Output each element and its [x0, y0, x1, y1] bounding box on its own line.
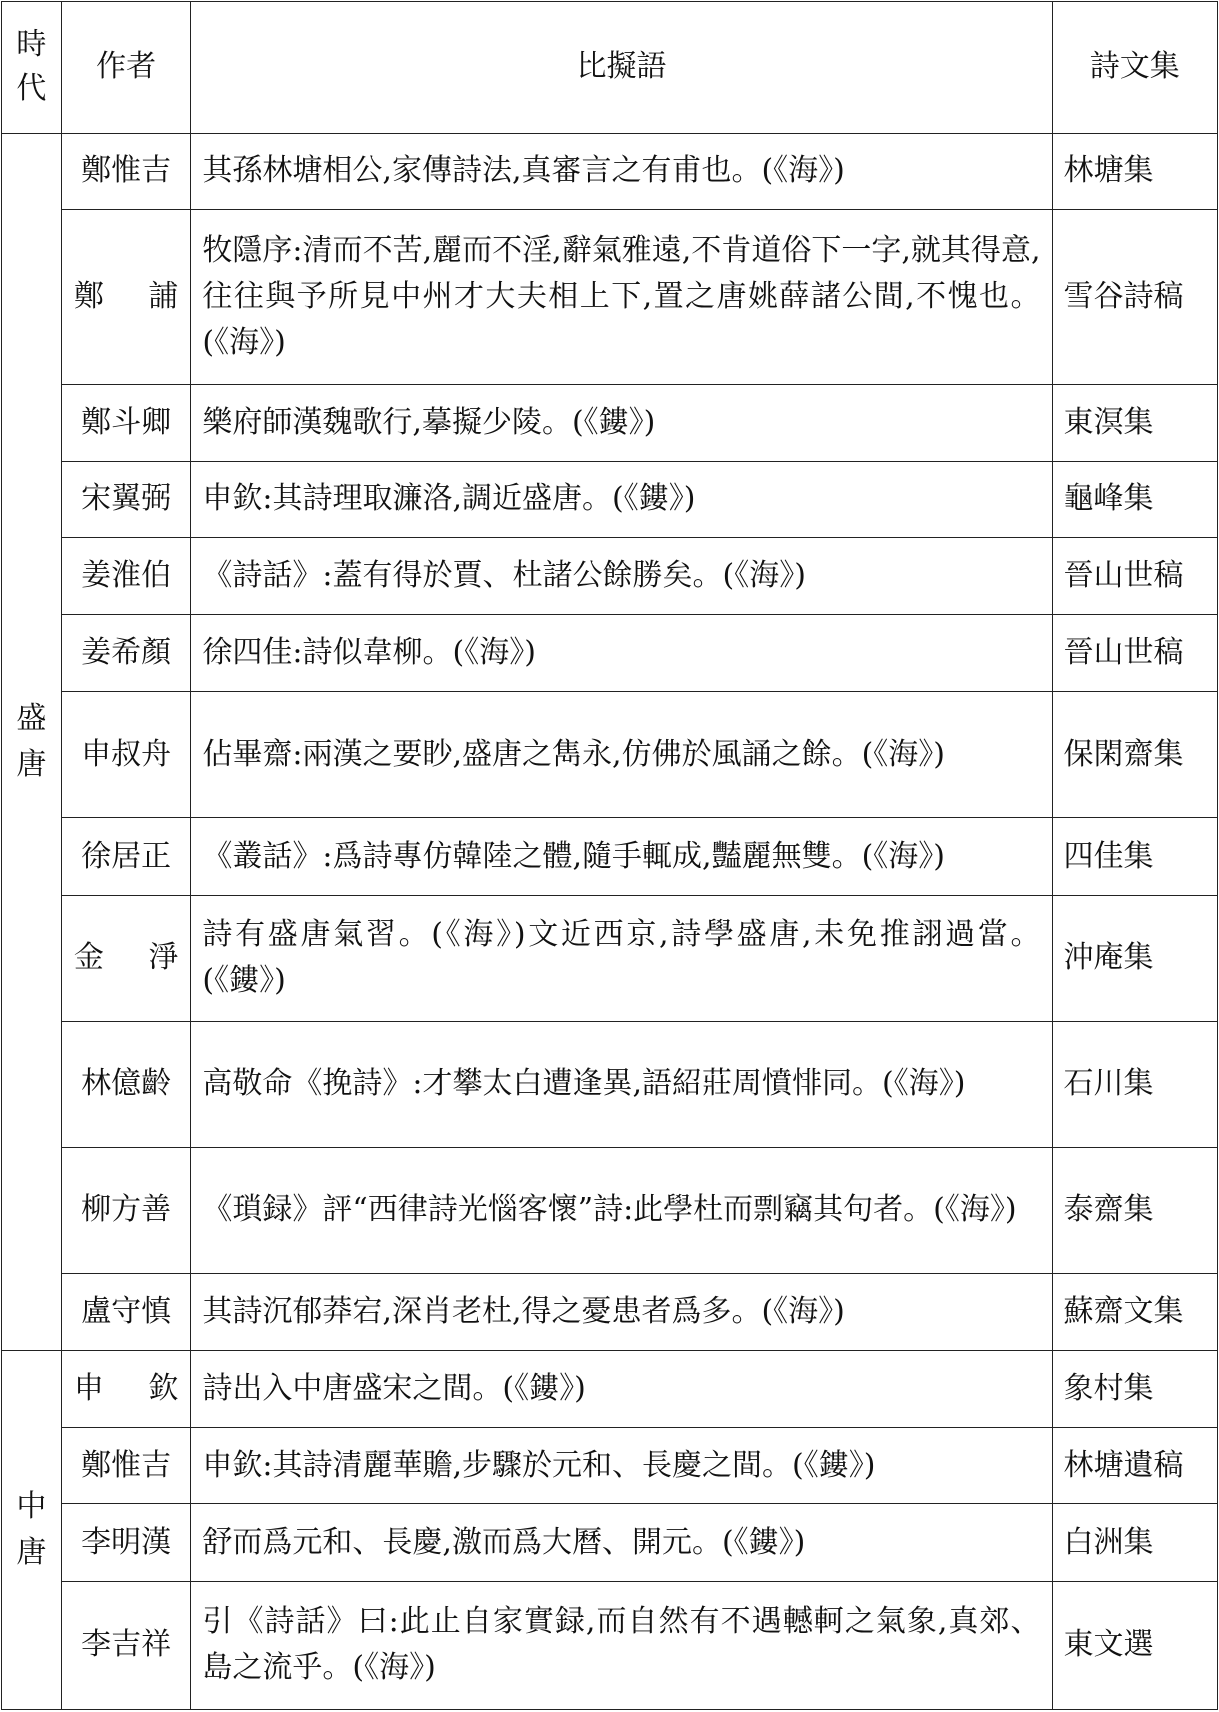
collection-cell: 白洲集 [1052, 1504, 1218, 1581]
table-row [2, 209, 1218, 384]
table-row [2, 384, 1218, 461]
collection-cell: 蘇齋文集 [1052, 1273, 1218, 1350]
era-char: 中 [16, 1489, 47, 1525]
header-comment: 比擬語 [191, 2, 1052, 134]
table-row [2, 895, 1218, 1021]
collection-cell: 東溟集 [1052, 384, 1218, 461]
header-period-char: 時 [16, 27, 47, 63]
author-cell: 柳方善 [61, 1147, 191, 1273]
comment-cell: 舒而爲元和、長慶,激而爲大曆、開元。(《鏤》) [191, 1504, 1052, 1581]
comment-cell: 高敬命《挽詩》:才攀太白遭逢異,語紹莊周憤悱同。(《海》) [191, 1021, 1052, 1147]
comment-cell: 樂府師漢魏歌行,摹擬少陵。(《鏤》) [191, 384, 1052, 461]
comparison-table [1, 1, 1218, 1710]
collection-cell: 保閑齋集 [1052, 692, 1218, 818]
author-cell: 盧守慎 [61, 1273, 191, 1350]
table-row [2, 818, 1218, 895]
era-char: 唐 [16, 746, 47, 782]
collection-cell: 沖庵集 [1052, 895, 1218, 1021]
comment-cell: 牧隱序:清而不苦,麗而不淫,辭氣雅遠,不肯道俗下一字,就其得意,往往與予所見中州才大夫相上下,置之唐姚薛諸公間,不愧也。(《海》) [191, 209, 1052, 384]
table-row [2, 615, 1218, 692]
collection-cell: 東文選 [1052, 1581, 1218, 1709]
collection-cell: 龜峰集 [1052, 461, 1218, 537]
author-cell: 李明漢 [61, 1504, 191, 1581]
era-char: 唐 [16, 1535, 47, 1571]
comment-cell: 詩出入中唐盛宋之間。(《鏤》) [191, 1351, 1052, 1428]
header-collection: 詩文集 [1052, 2, 1218, 134]
table-row [2, 1581, 1218, 1709]
era-char: 盛 [16, 700, 47, 736]
author-cell: 姜希顏 [61, 615, 191, 692]
author-cell: 姜淮伯 [61, 537, 191, 614]
author-cell: 申叔舟 [61, 692, 191, 818]
table-row [2, 692, 1218, 818]
comment-cell: 引《詩話》曰:此止自家實録,而自然有不遇轗軻之氣象,真郊、島之流乎。(《海》) [191, 1581, 1052, 1709]
header-author: 作者 [61, 2, 191, 134]
author-cell: 李吉祥 [61, 1581, 191, 1709]
author-cell: 林億齡 [61, 1021, 191, 1147]
comment-cell: 《叢話》:爲詩專仿韓陸之體,隨手輒成,豔麗無雙。(《海》) [191, 818, 1052, 895]
collection-cell: 林塘集 [1052, 133, 1218, 209]
collection-cell: 晉山世稿 [1052, 615, 1218, 692]
table-row [2, 1147, 1218, 1273]
author-cell: 金 淨 [61, 895, 191, 1021]
era-cell [2, 133, 62, 1351]
comment-cell: 《詩話》:蓋有得於賈、杜諸公餘勝矣。(《海》) [191, 537, 1052, 614]
collection-cell: 泰齋集 [1052, 1147, 1218, 1273]
author-cell: 鄭斗卿 [61, 384, 191, 461]
era-cell [2, 1351, 62, 1710]
table-row [2, 1428, 1218, 1504]
header-period [2, 2, 62, 134]
comment-cell: 《瑣録》評“西律詩光惱客懷”詩:此學杜而剽竊其句者。(《海》) [191, 1147, 1052, 1273]
author-cell: 徐居正 [61, 818, 191, 895]
comment-cell: 其詩沉郁莽宕,深肖老杜,得之憂患者爲多。(《海》) [191, 1273, 1052, 1350]
table-row [2, 1021, 1218, 1147]
collection-cell: 雪谷詩稿 [1052, 209, 1218, 384]
table-row [2, 1273, 1218, 1350]
header-row [2, 2, 1218, 134]
table-row [2, 537, 1218, 614]
comment-cell: 申欽:其詩清麗華贍,步驟於元和、長慶之間。(《鏤》) [191, 1428, 1052, 1504]
table-row [2, 133, 1218, 209]
collection-cell: 四佳集 [1052, 818, 1218, 895]
author-cell: 鄭惟吉 [61, 133, 191, 209]
comment-cell: 佔畢齋:兩漢之要眇,盛唐之雋永,仿佛於風誦之餘。(《海》) [191, 692, 1052, 818]
header-period-char: 代 [16, 71, 47, 107]
comment-cell: 申欽:其詩理取濂洛,調近盛唐。(《鏤》) [191, 461, 1052, 537]
author-cell: 鄭 誧 [61, 209, 191, 384]
collection-cell: 林塘遺稿 [1052, 1428, 1218, 1504]
comment-cell: 徐四佳:詩似韋柳。(《海》) [191, 615, 1052, 692]
collection-cell: 晉山世稿 [1052, 537, 1218, 614]
author-cell: 鄭惟吉 [61, 1428, 191, 1504]
author-cell: 宋翼弼 [61, 461, 191, 537]
collection-cell: 石川集 [1052, 1021, 1218, 1147]
table-row [2, 1351, 1218, 1428]
table-row [2, 461, 1218, 537]
comment-cell: 詩有盛唐氣習。(《海》)文近西京,詩學盛唐,未免推詡過當。(《鏤》) [191, 895, 1052, 1021]
collection-cell: 象村集 [1052, 1351, 1218, 1428]
comment-cell: 其孫林塘相公,家傳詩法,真審言之有甫也。(《海》) [191, 133, 1052, 209]
table-row [2, 1504, 1218, 1581]
author-cell: 申 欽 [61, 1351, 191, 1428]
